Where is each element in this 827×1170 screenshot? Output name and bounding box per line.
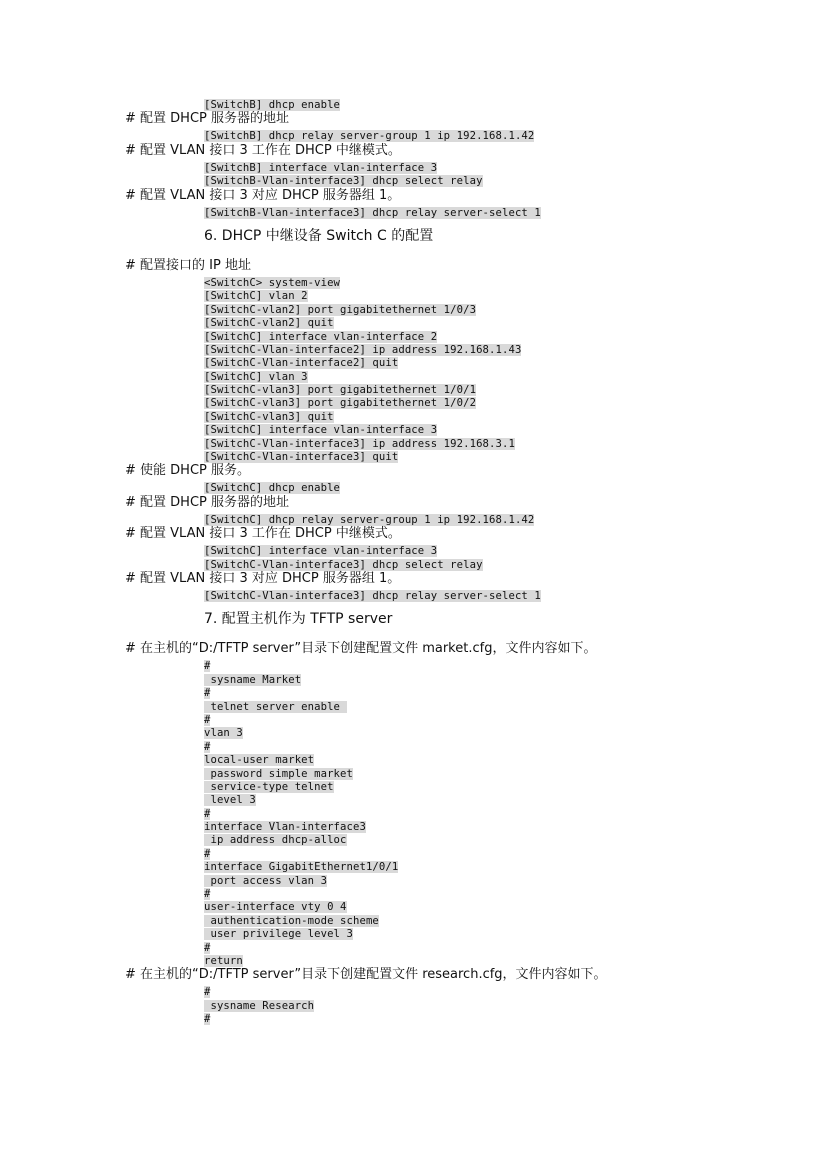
code-text: [SwitchC] interface vlan-interface 2 <box>204 330 438 343</box>
code-line <box>0 738 827 751</box>
code-text: [SwitchC-vlan3] quit <box>204 410 334 423</box>
code-text: interface GigabitEthernet1/0/1 <box>204 861 399 874</box>
code-line <box>0 204 827 217</box>
code-text: # <box>204 740 211 753</box>
code-line <box>0 542 827 558</box>
code-line <box>0 274 827 287</box>
code-line <box>0 354 827 370</box>
code-line <box>0 898 827 914</box>
code-text: service-type telnet <box>204 780 334 793</box>
comment-line: # 在主机的“D:/TFTP server”目录下创建配置文件 market.cfg，文件内容如下。 <box>125 641 597 657</box>
code-line <box>0 479 827 495</box>
code-line <box>0 765 827 778</box>
code-text: [SwitchC] vlan 2 <box>204 290 308 303</box>
code-line <box>0 872 827 885</box>
code-text: password simple market <box>204 767 353 780</box>
code-line <box>0 885 827 901</box>
code-text: authentication-mode scheme <box>204 914 379 927</box>
code-text: telnet server enable <box>204 700 347 713</box>
code-line <box>0 314 827 330</box>
code-text: # <box>204 687 211 700</box>
code-line <box>0 96 827 109</box>
code-line <box>0 939 827 952</box>
code-line <box>0 301 827 314</box>
code-line <box>0 791 827 807</box>
comment-line: # 配置接口的 IP 地址 <box>125 257 251 273</box>
code-text: [SwitchC-Vlan-interface3] ip address 192.168.3.1 <box>204 437 515 450</box>
code-line <box>0 341 827 354</box>
comment-line: # 配置 VLAN 接口 3 对应 DHCP 服务器组 1。 <box>125 187 401 203</box>
code-text: level 3 <box>204 794 256 807</box>
code-text: [SwitchC] interface vlan-interface 3 <box>204 545 438 558</box>
code-line <box>0 925 827 941</box>
code-text: local-user market <box>204 754 315 767</box>
code-line <box>0 698 827 711</box>
code-line <box>0 912 827 925</box>
code-text: sysname Research <box>204 999 315 1012</box>
code-line <box>0 587 827 600</box>
code-line <box>0 556 827 569</box>
code-text: # <box>204 807 211 820</box>
code-line <box>0 778 827 791</box>
code-line <box>0 983 827 999</box>
code-line <box>0 448 827 464</box>
code-text: ip address dhcp-alloc <box>204 834 347 847</box>
code-text: [SwitchC-vlan2] port gigabitethernet 1/0/3 <box>204 303 477 316</box>
code-line <box>0 724 827 740</box>
code-line <box>0 952 827 965</box>
code-text: [SwitchB] interface vlan-interface 3 <box>204 161 438 174</box>
code-text: user-interface vty 0 4 <box>204 901 347 914</box>
code-line <box>0 671 827 684</box>
code-text: [SwitchC-vlan3] port gigabitethernet 1/0/2 <box>204 397 477 410</box>
section-heading: 7. 配置主机作为 TFTP server <box>204 611 393 628</box>
code-text: [SwitchC-Vlan-interface3] dhcp select relay <box>204 558 483 571</box>
code-text: [SwitchC-vlan3] port gigabitethernet 1/0/1 <box>204 384 477 397</box>
code-line <box>0 657 827 673</box>
code-text: # <box>204 986 211 999</box>
code-line <box>0 751 827 767</box>
code-text: [SwitchC] dhcp enable <box>204 482 341 495</box>
code-text: [SwitchC-vlan2] quit <box>204 317 334 330</box>
code-text: # <box>204 1013 211 1026</box>
comment-line: # 配置 VLAN 接口 3 工作在 DHCP 中继模式。 <box>125 142 401 158</box>
code-text: [SwitchB] dhcp enable <box>204 99 341 111</box>
code-line <box>0 711 827 724</box>
code-text: <SwitchC> system-view <box>204 276 341 289</box>
code-text: port access vlan 3 <box>204 874 328 887</box>
code-line <box>0 1010 827 1026</box>
code-text: # <box>204 847 211 860</box>
comment-line: # 配置 VLAN 接口 3 对应 DHCP 服务器组 1。 <box>125 570 401 586</box>
code-text: vlan 3 <box>204 727 243 740</box>
section-heading: 6. DHCP 中继设备 Switch C 的配置 <box>204 227 434 244</box>
code-line <box>0 368 827 381</box>
code-line <box>0 394 827 410</box>
code-line <box>0 408 827 421</box>
code-line <box>0 127 827 143</box>
document-body <box>0 96 827 1024</box>
code-line <box>0 831 827 847</box>
code-line <box>0 287 827 303</box>
code-line <box>0 172 827 188</box>
code-line <box>0 805 827 818</box>
code-text: # <box>204 660 211 673</box>
code-line <box>0 511 827 524</box>
code-line <box>0 684 827 700</box>
code-line <box>0 818 827 834</box>
code-text: [SwitchC-Vlan-interface2] ip address 192.168.1.43 <box>204 343 522 356</box>
code-text: # <box>204 941 211 954</box>
comment-line: # 在主机的“D:/TFTP server”目录下创建配置文件 research.cfg，文件内容如下。 <box>125 967 607 983</box>
comment-line: # 配置 DHCP 服务器的地址 <box>125 111 289 127</box>
code-text: user privilege level 3 <box>204 928 353 941</box>
code-text: [SwitchC-Vlan-interface3] dhcp relay server-select 1 <box>204 589 541 602</box>
code-text: [SwitchC-Vlan-interface3] quit <box>204 451 399 464</box>
code-line <box>0 159 827 172</box>
code-line <box>0 421 827 437</box>
code-text: interface Vlan-interface3 <box>204 821 366 834</box>
comment-line: # 使能 DHCP 服务。 <box>125 463 250 479</box>
code-line <box>0 858 827 874</box>
code-text: [SwitchC] dhcp relay server-group 1 ip 192.168.1.42 <box>204 513 535 526</box>
code-text: [SwitchB-Vlan-interface3] dhcp relay server-select 1 <box>204 206 541 219</box>
code-text: [SwitchC] vlan 3 <box>204 370 308 383</box>
code-line <box>0 328 827 341</box>
code-text: [SwitchB] dhcp relay server-group 1 ip 192.168.1.42 <box>204 130 535 143</box>
code-text: # <box>204 888 211 901</box>
comment-line: # 配置 VLAN 接口 3 工作在 DHCP 中继模式。 <box>125 526 401 542</box>
code-text: return <box>204 954 243 967</box>
code-text: [SwitchB-Vlan-interface3] dhcp select relay <box>204 175 483 188</box>
code-text: sysname Market <box>204 673 302 686</box>
comment-line: # 配置 DHCP 服务器的地址 <box>125 494 289 510</box>
code-text: # <box>204 713 211 726</box>
code-line <box>0 381 827 397</box>
code-line <box>0 997 827 1010</box>
code-text: [SwitchC-Vlan-interface2] quit <box>204 357 399 370</box>
code-line <box>0 845 827 858</box>
code-line <box>0 435 827 448</box>
code-text: [SwitchC] interface vlan-interface 3 <box>204 424 438 437</box>
